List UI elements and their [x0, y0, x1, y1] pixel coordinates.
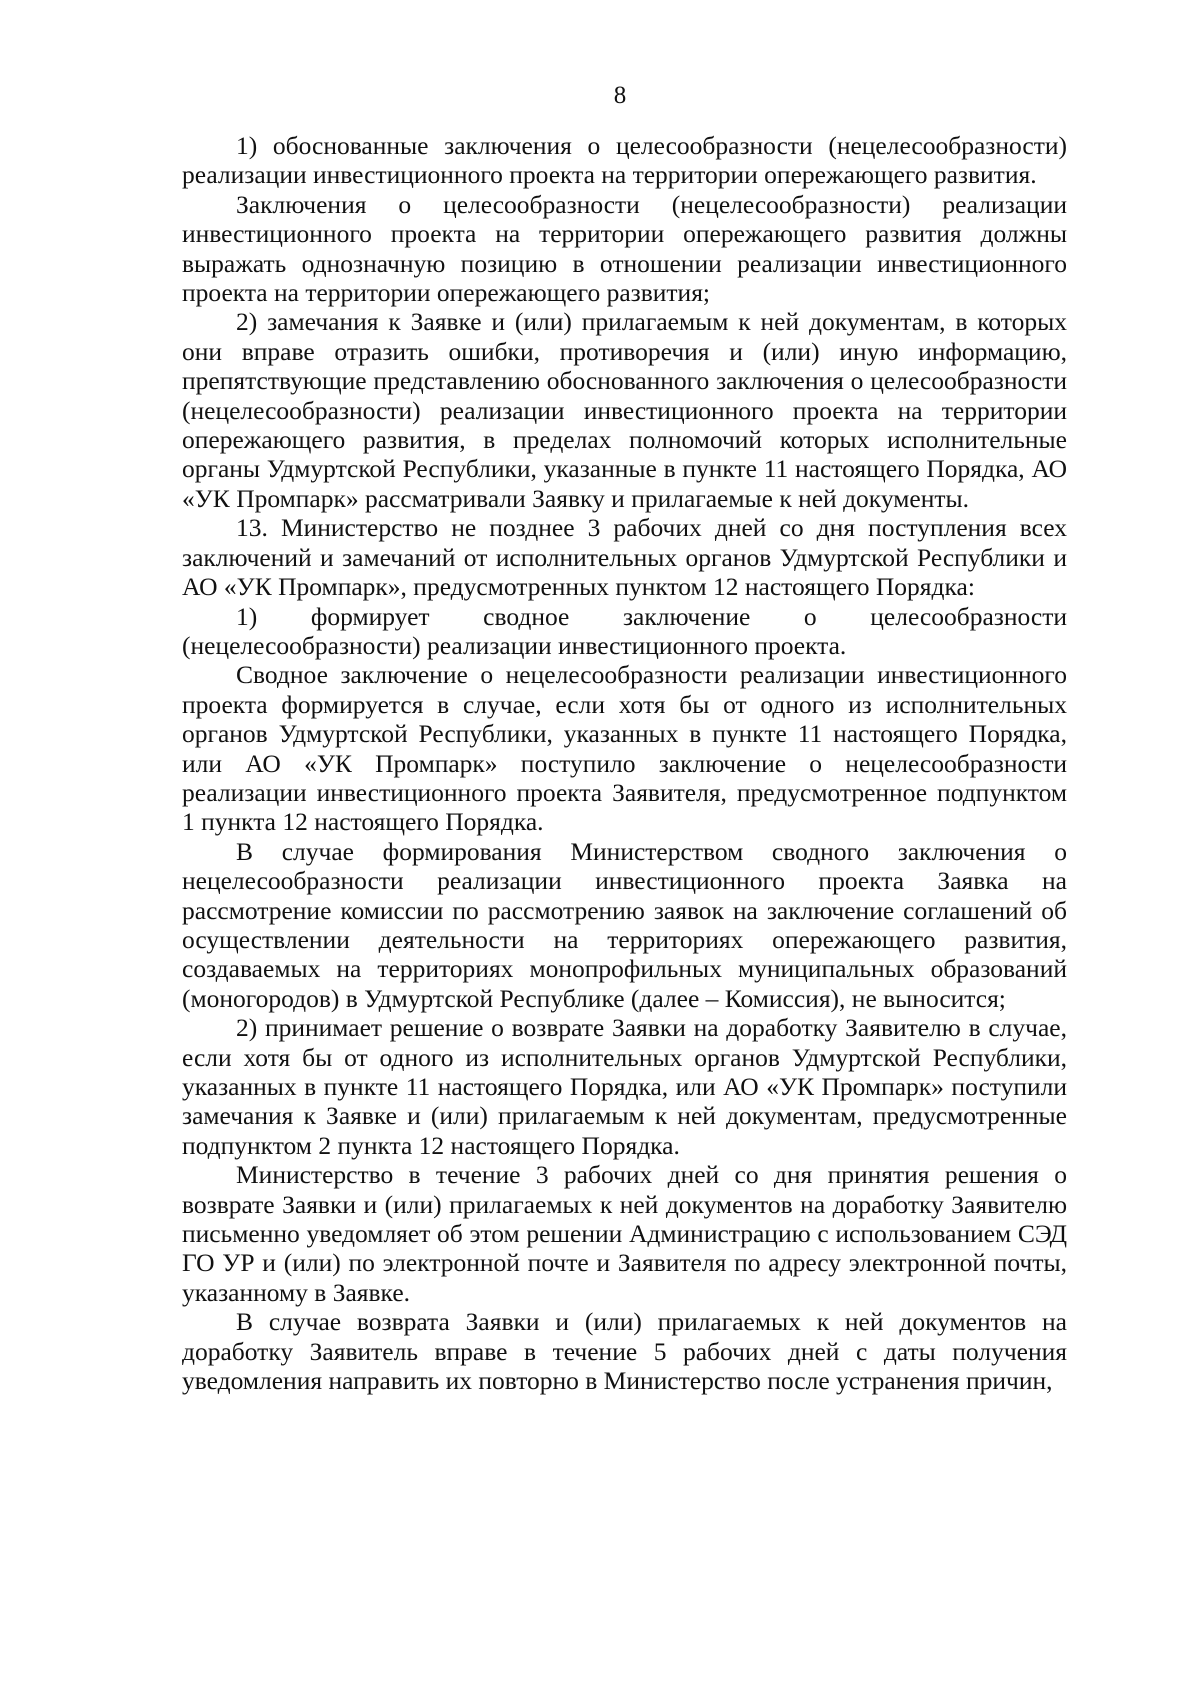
document-body — [182, 131, 1067, 1395]
paragraph-5: 1) формирует сводное заключение о целесообразности (нецелесообразности) реализации инвестиционного проекта. — [182, 601, 1067, 660]
paragraph-9: Министерство в течение 3 рабочих дней со дня принятия решения о возврате Заявки и (или) прилагаемых к ней документов на доработку Заявителю письменно уведомляет об этом решении Администрацию с использованием СЭД ГО УР и (или) по электронной почте и Заявителя по адресу электронной почты, указанному в Заявке. — [182, 1160, 1067, 1307]
page-number: 8 — [613, 82, 627, 109]
paragraph-2: Заключения о целесообразности (нецелесообразности) реализации инвестиционного проекта на территории опережающего развития должны выражать однозначную позицию в отношении реализации инвестиционного проекта на территории опережающего развития; — [182, 189, 1067, 308]
paragraph-6: Сводное заключение о нецелесообразности реализации инвестиционного проекта формируется в случае, если хотя бы от одного из исполнительных органов Удмуртской Республики, указанных в пункте 11 настоящего Порядка, или АО «УК Промпарк» поступило заключение о нецелесообразности реализации инвестиционного проекта Заявителя, предусмотренное подпунктом 1 пункта 12 настоящего Порядка. — [182, 660, 1067, 837]
paragraph-7: В случае формирования Министерством сводного заключения о нецелесообразности реализации инвестиционного проекта Заявка на рассмотрение комиссии по рассмотрению заявок на заключение соглашений об осуществлении деятельности на территориях опережающего развития, создаваемых на территориях монопрофильных муниципальных образований (моногородов) в Удмуртской Республике (далее – Комиссия), не выносится; — [182, 836, 1067, 1013]
paragraph-4: 13. Министерство не позднее 3 рабочих дней со дня поступления всех заключений и замечаний от исполнительных органов Удмуртской Республики и АО «УК Промпарк», предусмотренных пунктом 12 настоящего Порядка: — [182, 513, 1067, 602]
paragraph-10: В случае возврата Заявки и (или) прилагаемых к ней документов на доработку Заявитель вправе в течение 5 рабочих дней с даты получения уведомления направить их повторно в Министерство после устранения причин, — [182, 1307, 1067, 1396]
paragraph-8: 2) принимает решение о возврате Заявки на доработку Заявителю в случае, если хотя бы от одного из исполнительных органов Удмуртской Республики, указанных в пункте 11 настоящего Порядка, или АО «УК Промпарк» поступили замечания к Заявке и (или) прилагаемым к ней документам, предусмотренные подпунктом 2 пункта 12 настоящего Порядка. — [182, 1013, 1067, 1160]
paragraph-3: 2) замечания к Заявке и (или) прилагаемым к ней документам, в которых они вправе отразить ошибки, противоречия и (или) иную информацию, препятствующие представлению обоснованного заключения о целесообразности (нецелесообразности) реализации инвестиционного проекта на территории опережающего развития, в пределах полномочий которых исполнительные органы Удмуртской Республики, указанные в пункте 11 настоящего Порядка, АО «УК Промпарк» рассматривали Заявку и прилагаемые к ней документы. — [182, 307, 1067, 513]
paragraph-1: 1) обоснованные заключения о целесообразности (нецелесообразности) реализации инвестиционного проекта на территории опережающего развития. — [182, 131, 1067, 190]
